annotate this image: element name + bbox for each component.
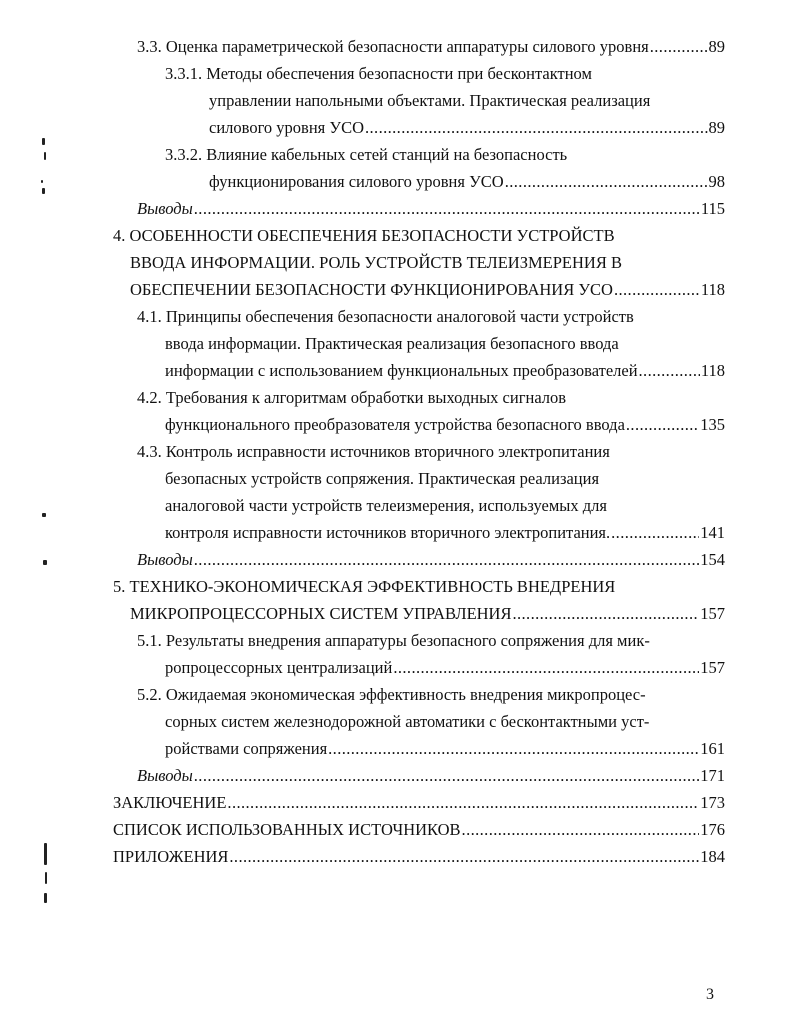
toc-page-number: 173	[700, 793, 725, 812]
scan-speck-1	[42, 138, 45, 145]
scan-speck-3	[41, 180, 43, 183]
toc-leader	[512, 604, 699, 624]
toc-page-number: 89	[708, 118, 725, 137]
toc-text: 4.1. Принципы обеспечения безопасности аналоговой части устройств	[137, 307, 634, 326]
toc-text: ЗАКЛЮЧЕНИЕ	[113, 793, 227, 812]
toc-text: СПИСОК ИСПОЛЬЗОВАННЫХ ИСТОЧНИКОВ	[113, 820, 461, 839]
toc-text: 4.3. Контроль исправности источников вторичного электропитания	[137, 442, 610, 461]
toc-page-number: 118	[700, 361, 725, 380]
toc-leader	[462, 820, 700, 840]
toc-text: функционирования силового уровня УСО	[209, 172, 504, 191]
toc-leader	[365, 118, 708, 138]
toc-page-number: 135	[700, 415, 725, 434]
toc-page-number: 118	[700, 280, 725, 299]
scan-speck-9	[44, 893, 47, 903]
toc-leader	[229, 847, 699, 867]
toc-text: 3.3.1. Методы обеспечения безопасности при бесконтактном	[165, 64, 592, 83]
toc-page-number: 176	[700, 820, 725, 839]
toc-leader	[227, 793, 699, 813]
toc-page-number: 115	[700, 199, 725, 218]
toc-text: МИКРОПРОЦЕССОРНЫХ СИСТЕМ УПРАВЛЕНИЯ	[130, 604, 512, 623]
toc-leader	[614, 280, 700, 300]
toc-text: 4.2. Требования к алгоритмам обработки выходных сигналов	[137, 388, 567, 407]
toc-text: информации с использованием функциональных преобразователей	[165, 361, 638, 380]
toc-text: 4. ОСОБЕННОСТИ ОБЕСПЕЧЕНИЯ БЕЗОПАСНОСТИ УСТРОЙСТВ	[113, 226, 615, 245]
toc-leader	[611, 523, 699, 543]
toc-leader	[194, 199, 700, 219]
toc-text: 5.2. Ожидаемая экономическая эффективность внедрения микропроцес-	[137, 685, 646, 704]
toc-text: ПРИЛОЖЕНИЯ	[113, 847, 229, 866]
scan-speck-5	[42, 513, 46, 517]
toc-text: аналоговой части устройств телеизмерения, используемых для	[165, 496, 607, 515]
toc-text: ввода информации. Практическая реализация безопасного ввода	[165, 334, 619, 353]
toc-text: контроля исправности источников вторичного электропитания.	[165, 523, 611, 542]
toc-page-number: 157	[700, 658, 725, 677]
toc-leader	[194, 550, 699, 570]
toc-text: Выводы	[137, 550, 193, 569]
toc-text: силового уровня УСО	[209, 118, 364, 137]
page-number: 3	[706, 986, 714, 1003]
scan-speck-6	[43, 560, 47, 565]
toc-text: ройствами сопряжения	[165, 739, 328, 758]
toc-text: 3.3.2. Влияние кабельных сетей станций на безопасность	[165, 145, 568, 164]
toc-page-number: 157	[700, 604, 725, 623]
toc-text: сорных систем железнодорожной автоматики с бесконтактными уст-	[165, 712, 650, 731]
toc-leader	[626, 415, 699, 435]
toc-text: ВВОДА ИНФОРМАЦИИ. РОЛЬ УСТРОЙСТВ ТЕЛЕИЗМЕРЕНИЯ В	[130, 253, 622, 272]
toc-text: 5. ТЕХНИКО-ЭКОНОМИЧЕСКАЯ ЭФФЕКТИВНОСТЬ ВНЕДРЕНИЯ	[113, 577, 616, 596]
toc-text: управлении напольными объектами. Практическая реализация	[209, 91, 651, 110]
toc-text: безопасных устройств сопряжения. Практическая реализация	[165, 469, 600, 488]
toc-leader	[328, 739, 699, 759]
toc-page-number: 89	[708, 37, 725, 56]
toc-leader	[194, 766, 699, 786]
toc-text: функционального преобразователя устройства безопасного ввода	[165, 415, 625, 434]
toc-leader	[505, 172, 708, 192]
toc-text: 5.1. Результаты внедрения аппаратуры безопасного сопряжения для мик-	[137, 631, 650, 650]
toc-page-number: 161	[700, 739, 725, 758]
scan-speck-2	[44, 152, 46, 160]
toc-page-number: 98	[708, 172, 725, 191]
toc-leader	[393, 658, 699, 678]
toc-leader	[639, 361, 700, 381]
toc-text: Выводы	[137, 199, 193, 218]
toc-page-number: 171	[700, 766, 725, 785]
toc-page-number: 154	[700, 550, 725, 569]
toc-text: ОБЕСПЕЧЕНИИ БЕЗОПАСНОСТИ ФУНКЦИОНИРОВАНИЯ УСО	[130, 280, 613, 299]
toc-text: 3.3. Оценка параметрической безопасности аппаратуры силового уровня	[137, 37, 649, 56]
toc-text: Выводы	[137, 766, 193, 785]
toc-leader	[650, 37, 708, 57]
toc-page-number: 141	[700, 523, 725, 542]
scan-speck-7	[44, 843, 47, 865]
scan-speck-8	[45, 872, 47, 884]
toc-text: ропроцессорных централизаций	[165, 658, 393, 677]
toc-page-number: 184	[700, 847, 725, 866]
scan-speck-4	[42, 188, 45, 194]
